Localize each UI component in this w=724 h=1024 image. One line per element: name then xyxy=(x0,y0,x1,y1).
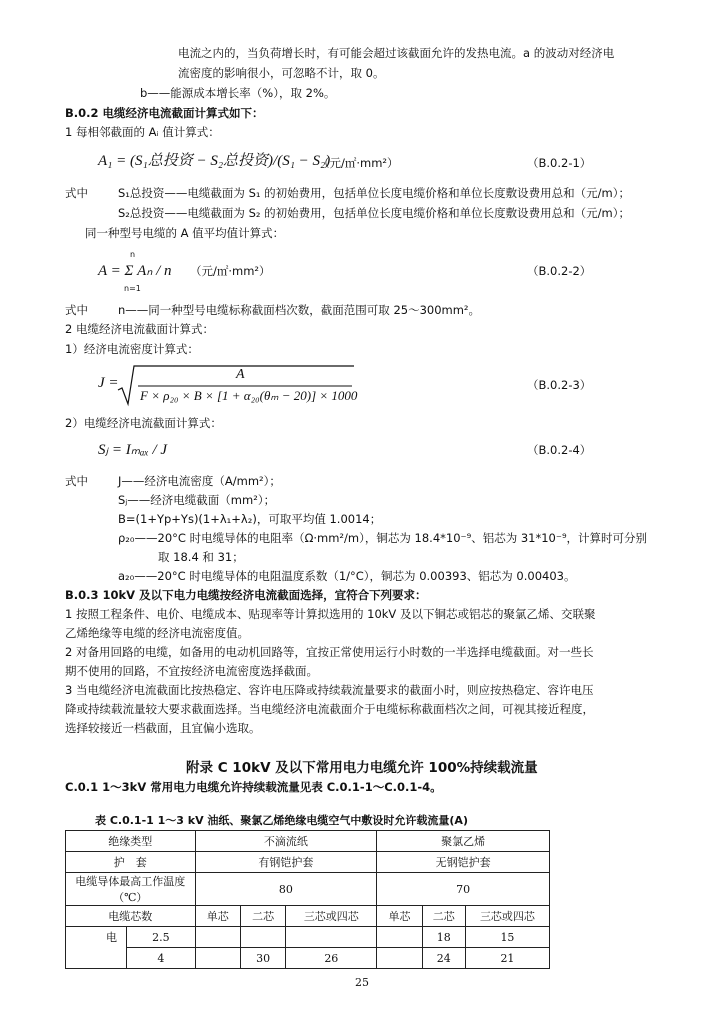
table-cell: 无钢铠护套 xyxy=(377,852,550,873)
text-line: S₂总投资——电缆截面为 S₂ 的初始费用，包括单位长度电缆价格和单位长度敷设费用总和（元/m）； xyxy=(118,206,630,220)
text-line: Sⱼ——经济电缆截面（mm²）； xyxy=(118,493,276,507)
text-line: 取 18.4 和 31； xyxy=(158,550,244,564)
formula-eq1: A₁ = (S₁总投资 − S₂总投资)/(S₁ − S₂) xyxy=(98,153,331,169)
table-row xyxy=(66,873,550,906)
section-heading: B.0.3 10kV 及以下电力电缆按经济电流截面选择，宜符合下列要求： xyxy=(65,588,427,602)
list-item: 2 电缆经济电流截面计算式： xyxy=(65,322,214,336)
text-line: 2 对备用回路的电缆，如备用的电动机回路等，宜按正常使用运行小时数的一半选择电缆截面。对一些长 xyxy=(65,645,594,659)
table-caption: 表 C.0.1-1 1～3 kV 油纸、聚氯乙烯绝缘电缆空气中敷设时允许载流量(A) xyxy=(95,814,468,827)
table-cell: 18 xyxy=(422,927,465,948)
table-cell: 绝缘类型 xyxy=(66,831,196,852)
text-line: C.0.1 1～3kV 常用电力电缆允许持续载流量见表 C.0.1-1～C.0.1-4。 xyxy=(65,780,442,794)
table-cell: 电 xyxy=(66,927,127,948)
text-line: B=(1+Yp+Ys)(1+λ₁+λ₂)，可取平均值 1.0014； xyxy=(118,512,382,526)
where-label: 式中 xyxy=(65,474,88,488)
equation-number: （B.0.2-1） xyxy=(527,156,592,170)
page-number: 25 xyxy=(355,976,369,989)
sum-lower: n=1 xyxy=(124,284,141,293)
list-item: 1）经济电流密度计算式： xyxy=(65,342,199,356)
table-cell: 单芯 xyxy=(195,906,240,927)
table-cell: 30 xyxy=(240,948,285,969)
table-cell: 2.5 xyxy=(127,927,195,948)
table-cell: 4 xyxy=(127,948,195,969)
table-cell: 三芯或四芯 xyxy=(286,906,377,927)
table-cell xyxy=(195,948,240,969)
text-line: S₁总投资——电缆截面为 S₁ 的初始费用，包括单位长度电缆价格和单位长度敷设费用总和（元/m）； xyxy=(118,186,630,200)
table-cell xyxy=(377,927,422,948)
text-line: 同一种型号电缆的 A 值平均值计算式： xyxy=(85,226,285,240)
where-label: 式中 xyxy=(65,303,88,317)
formula-unit: （元/㎡·mm²） xyxy=(318,156,399,170)
text-line: n——同一种型号电缆标称截面档次数，截面范围可取 25～300mm²。 xyxy=(118,303,481,317)
text-line: 期不使用的回路，不宜按经济电流密度选择截面。 xyxy=(65,664,318,678)
formula-eq3-numerator: A xyxy=(236,367,245,382)
text-line: 1 按照工程条件、电价、电缆成本、贴现率等计算拟选用的 10kV 及以下铜芯或铝芯的聚氯乙烯、交联聚 xyxy=(65,607,596,621)
current-capacity-table xyxy=(65,830,550,969)
equation-number: （B.0.2-3） xyxy=(527,378,592,392)
formula-eq4: Sⱼ = Iₘₐₓ / J xyxy=(98,442,168,458)
table-row xyxy=(66,948,550,969)
section-heading: B.0.2 电缆经济电流截面计算式如下： xyxy=(65,106,264,120)
text-line: 流密度的影响很小，可忽略不计，取 0。 xyxy=(178,66,385,80)
sum-upper: n xyxy=(130,250,136,259)
table-cell: 26 xyxy=(286,948,377,969)
table-cell: 15 xyxy=(465,927,549,948)
text-line: ρ₂₀——20°C 时电缆导体的电阻率（Ω·mm²/m），铜芯为 18.4*10⁻⁹、铝芯为 31*10⁻⁹，计算时可分别 xyxy=(118,531,648,545)
appendix-title: 附录 C 10kV 及以下常用电力电缆允许 100%持续载流量 xyxy=(186,760,538,776)
table-cell: 二芯 xyxy=(422,906,465,927)
table-cell: 聚氯乙烯 xyxy=(377,831,550,852)
table-cell: 单芯 xyxy=(377,906,422,927)
table-cell: 70 xyxy=(377,873,550,906)
table-cell: 80 xyxy=(195,873,377,906)
equation-number: （B.0.2-4） xyxy=(527,443,592,457)
formula-eq2: A = Σ Aₙ / n xyxy=(98,263,172,279)
table-cell: 24 xyxy=(422,948,465,969)
table-cell: 电缆导体最高工作温度（℃） xyxy=(66,873,196,906)
table-row xyxy=(66,852,550,873)
text-line: 乙烯绝缘等电缆的经济电流密度值。 xyxy=(65,626,249,640)
where-label: 式中 xyxy=(65,186,88,200)
table-row xyxy=(66,927,550,948)
formula-eq3-lhs: J = xyxy=(98,375,119,391)
text-line: 电流之内的，当负荷增长时，有可能会超过该截面允许的发热电流。a 的波动对经济电 xyxy=(178,46,615,60)
formula-eq3-denominator: F × ρ₂₀ × B × [1 + α₂₀(θₘ − 20)] × 1000 xyxy=(140,388,358,403)
table-cell xyxy=(377,948,422,969)
text-line: b——能源成本增长率（%），取 2%。 xyxy=(140,86,336,100)
table-cell: 有钢铠护套 xyxy=(195,852,377,873)
table-cell: 护 套 xyxy=(66,852,196,873)
table-row xyxy=(66,906,550,927)
table-cell: 三芯或四芯 xyxy=(465,906,549,927)
table-cell: 二芯 xyxy=(240,906,285,927)
text-line: 降或持续载流量较大要求截面选择。当电缆经济电流截面介于电缆标称截面档次之间，可视其接近程度， xyxy=(65,702,594,716)
table-cell: 21 xyxy=(465,948,549,969)
list-item: 1 每相邻截面的 Aᵢ 值计算式： xyxy=(65,125,220,139)
table-cell xyxy=(195,927,240,948)
equation-number: （B.0.2-2） xyxy=(527,264,592,278)
text-line: 3 当电缆经济电流截面比按热稳定、容许电压降或持续载流量要求的截面小时，则应按热稳定、容许电压 xyxy=(65,683,594,697)
table-cell: 电缆芯数 xyxy=(66,906,196,927)
table-cell xyxy=(66,948,127,969)
table-cell xyxy=(240,927,285,948)
text-line: J——经济电流密度（A/mm²）； xyxy=(118,474,281,488)
table-cell: 不滴流纸 xyxy=(195,831,377,852)
text-line: a₂₀——20°C 时电缆导体的电阻温度系数（1/°C），铜芯为 0.00393、铝芯为 0.00403。 xyxy=(118,569,576,583)
table-cell xyxy=(286,927,377,948)
list-item: 2）电缆经济电流截面计算式： xyxy=(65,416,222,430)
formula-unit: （元/㎡·mm²） xyxy=(190,264,271,278)
text-line: 选择较接近一档截面，且宜偏小选取。 xyxy=(65,721,261,735)
table-row xyxy=(66,831,550,852)
